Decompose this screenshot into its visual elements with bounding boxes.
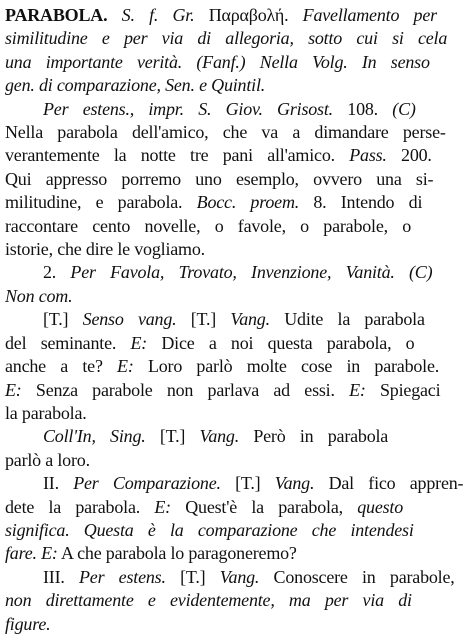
text-run: militudine, e parabola. xyxy=(5,192,197,213)
text-run: Vang. xyxy=(274,473,315,494)
text-run: E: xyxy=(5,379,22,400)
text-run: la parabola. xyxy=(5,402,87,423)
text-run: Coll'In, Sing. xyxy=(43,426,146,447)
text-line xyxy=(5,168,465,191)
text-run: Per estens. xyxy=(78,566,166,587)
text-run: S. f. Gr. xyxy=(107,5,209,25)
text-run: Pass. xyxy=(349,145,387,166)
text-run: Nella parabola dell'amico, che va a dimandare perse- xyxy=(5,122,446,143)
text-line xyxy=(5,121,465,144)
text-run: gen. di comparazione, Sen. e Quintil. xyxy=(5,75,266,96)
text-run: Παραβολή. xyxy=(208,5,289,25)
text-run: Qui appresso porremo uno esemplo, ovvero una si- xyxy=(5,168,434,189)
text-run: dete la parabola. xyxy=(5,496,155,517)
text-line xyxy=(5,589,465,612)
text-run: II. xyxy=(43,473,74,494)
text-run: figure. xyxy=(5,613,51,634)
text-run: Dice a noi questa parabola, o xyxy=(147,332,415,353)
text-run: 8. Intendo di xyxy=(299,192,423,213)
text-run: non direttamente e evidentemente, ma per via di xyxy=(5,590,412,611)
text-run: (C) xyxy=(392,98,416,119)
text-line xyxy=(5,519,465,542)
text-run: A che parabola lo paragoneremo? xyxy=(57,543,297,564)
text-run: fare. E: xyxy=(5,543,58,564)
text-run: Non com. xyxy=(5,285,73,306)
text-run: [T.] xyxy=(145,426,200,447)
text-run: raccontare cento novelle, o favole, o parabole, o xyxy=(5,215,412,236)
text-line xyxy=(5,98,465,121)
text-line xyxy=(5,308,465,331)
text-run: Conoscere in parabole, xyxy=(259,566,455,587)
text-line xyxy=(5,191,465,214)
text-run: Vang. xyxy=(199,426,240,447)
text-run: similitudine e per via di allegoria, sotto cui si cela xyxy=(5,28,448,49)
text-run: Favellamento per xyxy=(288,5,437,25)
text-line xyxy=(5,542,465,565)
text-run: [T.] xyxy=(43,309,83,330)
text-run: [T.] xyxy=(165,566,220,587)
text-run: Senza parabole non parlava ad essi. xyxy=(21,379,350,400)
text-run: E: xyxy=(349,379,366,400)
text-run: Spiegaci xyxy=(365,379,441,400)
text-run: una importante verità. (Fanf.) Nella Volg. In senso xyxy=(5,51,430,72)
text-run: del seminante. xyxy=(5,332,131,353)
text-run: 200. xyxy=(386,145,432,166)
text-run: Per Favola, Trovato, Invenzione, Vanità. (C) xyxy=(70,262,433,283)
text-line xyxy=(5,402,465,425)
text-run: parlò a loro. xyxy=(5,449,90,470)
text-run: [T.] xyxy=(220,473,275,494)
text-run: Senso vang. xyxy=(82,309,177,330)
text-run: 108. xyxy=(332,98,393,119)
text-run: Vang. xyxy=(230,309,270,330)
text-run: verantemente la notte tre pani all'amico. xyxy=(5,145,350,166)
text-run: istorie, che dire le vogliamo. xyxy=(5,239,205,260)
text-line xyxy=(5,566,465,589)
text-run: Bocc. proem. xyxy=(196,192,300,213)
text-line xyxy=(5,238,465,261)
text-line xyxy=(5,144,465,167)
text-run: Udite la parabola xyxy=(269,309,425,330)
text-line xyxy=(5,285,465,308)
text-run: Dal fico appren- xyxy=(314,473,464,494)
text-line xyxy=(5,355,465,378)
text-run: 2. xyxy=(43,262,71,283)
text-run: Per Comparazione. xyxy=(73,473,221,494)
text-run: E: xyxy=(117,356,134,377)
text-run: Per estens., impr. S. Giov. Grisost. xyxy=(43,98,333,119)
text-run: E: xyxy=(130,332,148,353)
text-run: Loro parlò molte cose in parabole. xyxy=(133,356,440,377)
text-line xyxy=(5,379,465,402)
text-line xyxy=(5,496,465,519)
text-line xyxy=(5,332,465,355)
text-line xyxy=(5,449,465,472)
text-run: anche a te? xyxy=(5,356,118,377)
text-run: Però in parabola xyxy=(239,426,389,447)
text-line xyxy=(5,261,465,284)
text-run: significa. Questa è la comparazione che intendesi xyxy=(5,519,414,540)
text-line xyxy=(5,51,465,74)
text-line xyxy=(5,4,465,27)
text-run: III. xyxy=(43,566,79,587)
text-run: Vang. xyxy=(219,566,260,587)
text-line xyxy=(5,74,465,97)
text-line xyxy=(5,613,465,636)
text-line xyxy=(5,425,465,448)
dictionary-entry-parabola xyxy=(5,4,465,636)
text-line xyxy=(5,27,465,50)
text-run: questo xyxy=(357,496,404,517)
text-run: E: xyxy=(154,496,171,517)
text-run: Quest'è la parabola, xyxy=(170,496,358,517)
text-line xyxy=(5,215,465,238)
text-run: [T.] xyxy=(176,309,231,330)
text-line xyxy=(5,472,465,495)
text-run: PARABOLA. xyxy=(5,5,108,25)
